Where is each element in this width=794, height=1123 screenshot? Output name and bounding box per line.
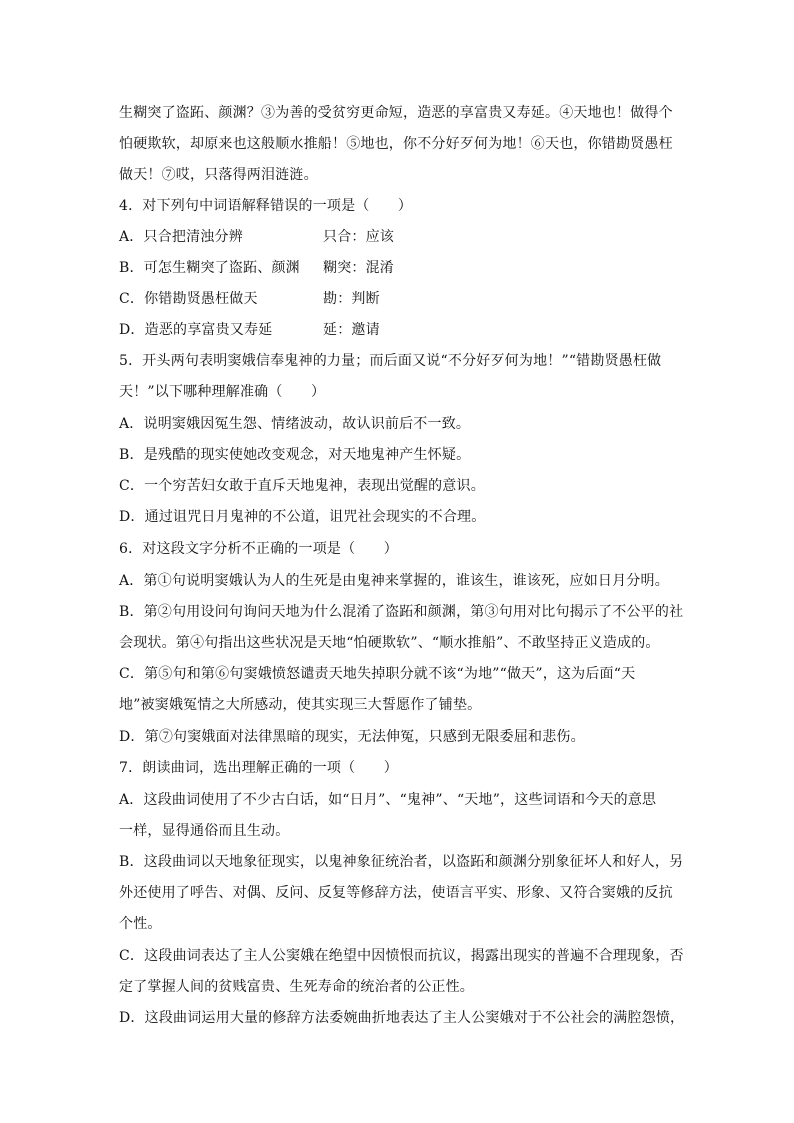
option-explanation: 勘：判断 xyxy=(323,291,380,307)
question-6-line: 地”被窦娥冤情之大所感动，使其实现三大誓愿作了铺垫。 xyxy=(119,697,482,713)
question-4-option-d xyxy=(119,320,380,340)
question-7-line: A．这段曲词使用了不少古白话，如“日月”、“鬼神”、“天地”，这些词语和今天的意思 xyxy=(119,792,657,808)
option-phrase: D．造恶的享富贵又寿延 xyxy=(119,322,273,338)
question-7-line: C．这段曲词表达了主人公窦娥在绝望中因愤恨而抗议，揭露出现实的普遍不合理现象，否 xyxy=(119,948,684,964)
passage-line: 生糊突了盗跖、颜渊？③为善的受贫穷更命短，造恶的享富贵又寿延。④天地也！做得个 xyxy=(119,105,673,121)
option-explanation: 延：邀请 xyxy=(323,322,380,338)
question-7-line: D．这段曲词运用大量的修辞方法委婉曲折地表达了主人公窦娥对于不公社会的满腔怨愤， xyxy=(119,1010,685,1026)
question-5-stem: 天！”以下哪种理解准确（ ） xyxy=(119,384,326,400)
passage-line: 怕硬欺软，却原来也这般顺水推船！⑤地也，你不分好歹何为地！⑥天也，你错勘贤愚枉 xyxy=(119,136,673,152)
question-7-line: 个性。 xyxy=(119,916,162,932)
question-7-line: 外还使用了呼告、对偶、反问、反复等修辞方法，使语言平实、形象、又符合窦娥的反抗 xyxy=(119,885,673,901)
question-7-stem: 7．朗读曲词，选出理解正确的一项（ ） xyxy=(119,760,398,776)
question-5-option-c: C．一个穷苦妇女敢于直斥天地鬼神，表现出觉醒的意识。 xyxy=(119,478,485,494)
question-5-option-d: D．通过诅咒日月鬼神的不公道，诅咒社会现实的不合理。 xyxy=(119,509,486,525)
question-7-line: 定了掌握人间的贫贱富贵、生死寿命的统治者的公正性。 xyxy=(119,979,474,995)
question-7-line: 一样，显得通俗而且生动。 xyxy=(119,823,290,839)
question-4-option-c xyxy=(119,289,380,309)
option-explanation: 糊突：混淆 xyxy=(323,260,394,276)
question-6-line: C．第⑤句和第⑥句窦娥愤怒谴责天地失掉职分就不该“为地”“做天”，这为后面“天 xyxy=(119,666,636,682)
question-6-line: B．第②句用设问句询问天地为什么混淆了盗跖和颜渊，第③句用对比句揭示了不公平的社 xyxy=(119,604,684,620)
option-phrase: C．你错勘贤愚枉做天 xyxy=(119,291,258,307)
question-4-option-b xyxy=(119,258,394,278)
question-6-line: D．第⑦句窦娥面对法律黑暗的现实，无法伸冤，只感到无限委屈和悲伤。 xyxy=(119,729,585,745)
option-phrase: A．只合把清浊分辨 xyxy=(119,229,243,245)
passage-line: 做天！⑦哎，只落得两泪涟涟。 xyxy=(119,167,318,183)
question-5-stem: 5．开头两句表明窦娥信奉鬼神的力量；而后面又说“不分好歹何为地！”“错勘贤愚枉做 xyxy=(119,353,662,369)
option-phrase: B．可怎生糊突了盗跖、颜渊 xyxy=(119,260,300,276)
question-6-stem: 6．对这段文字分析不正确的一项是（ ） xyxy=(119,541,398,557)
question-5-option-b: B．是残酷的现实使她改变观念，对天地鬼神产生怀疑。 xyxy=(119,447,471,463)
option-explanation: 只合：应该 xyxy=(323,229,394,245)
question-6-line: 会现状。第④句指出这些状况是天地“怕硬欺软”、“顺水推船”、不敢坚持正义造成的。 xyxy=(119,635,660,651)
question-4-option-a xyxy=(119,227,394,247)
question-7-line: B．这段曲词以天地象征现实，以鬼神象征统治者，以盗跖和颜渊分别象征坏人和好人，另 xyxy=(119,854,684,870)
question-5-option-a: A．说明窦娥因冤生怨、情绪波动，故认识前后不一致。 xyxy=(119,416,471,432)
question-6-line: A．第①句说明窦娥认为人的生死是由鬼神来掌握的，谁该生，谁该死，应如日月分明。 xyxy=(119,573,669,589)
question-4-stem: 4．对下列句中词语解释错误的一项是（ ） xyxy=(119,198,413,214)
